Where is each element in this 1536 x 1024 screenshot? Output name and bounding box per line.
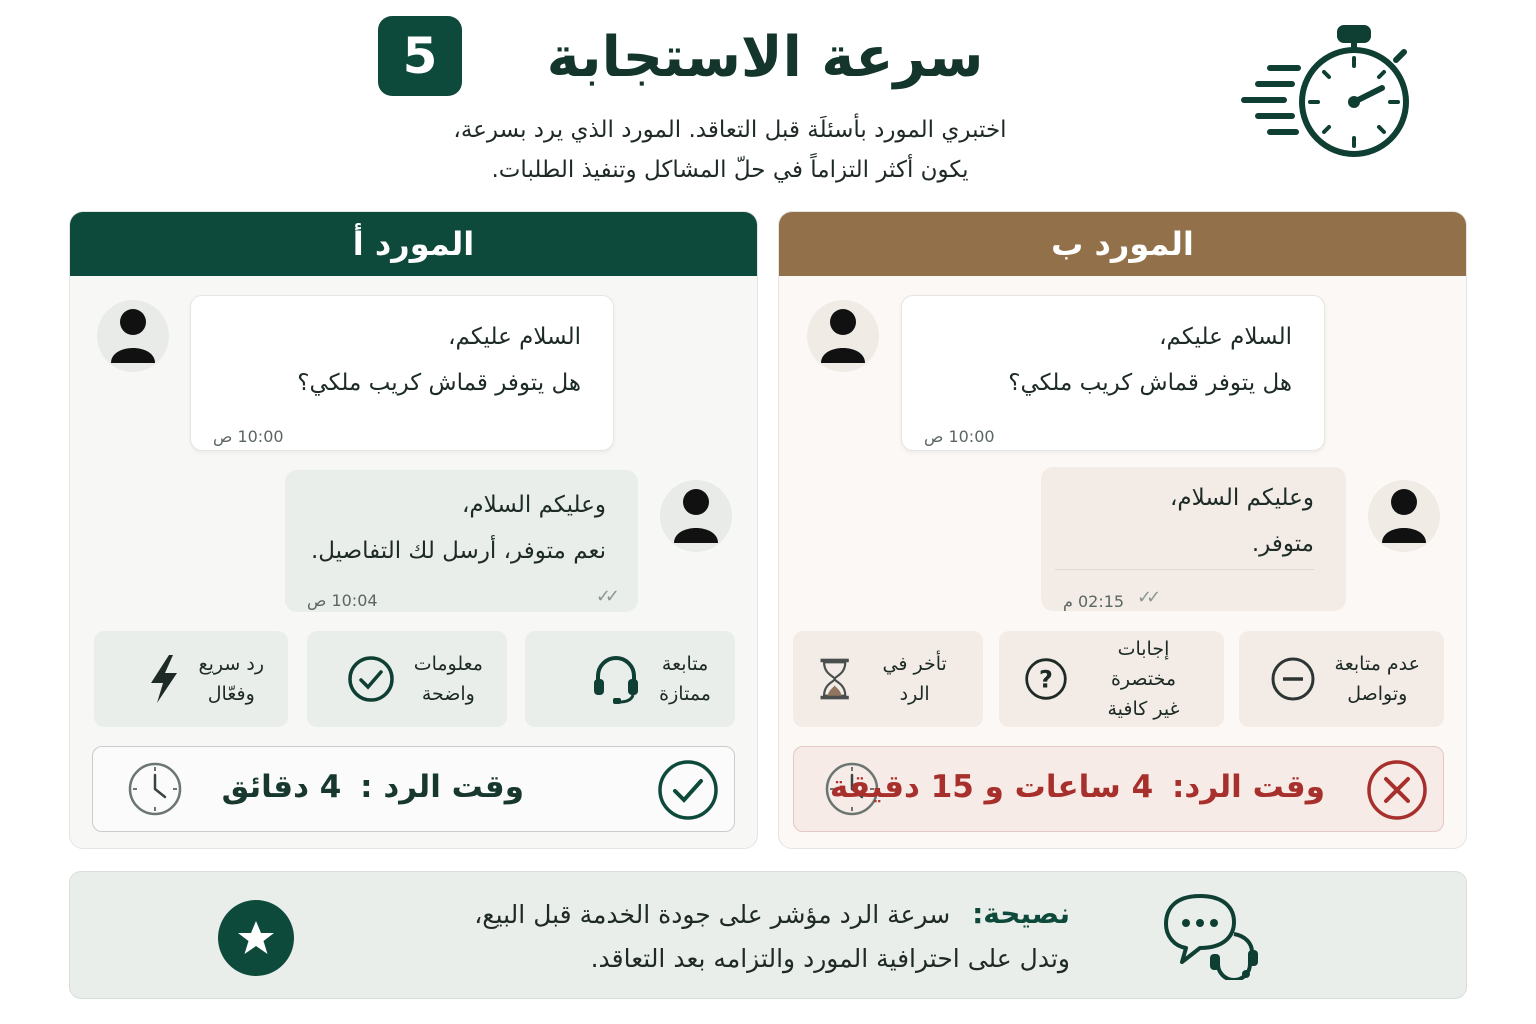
feature-follow-up bbox=[525, 631, 735, 727]
message-time: 10:00 ص bbox=[924, 427, 995, 446]
customer-avatar bbox=[807, 300, 879, 372]
feature-label: متابعة bbox=[661, 653, 709, 675]
subtitle-line-2: يكون أكثر التزاماً في حلّ المشاكل وتنفيذ الطلبات. bbox=[491, 157, 969, 183]
response-label: وقت الرد : bbox=[360, 769, 524, 805]
double-check-icon: ✓✓ bbox=[1137, 587, 1156, 608]
reply-line-1: وعليكم السلام، bbox=[461, 492, 606, 518]
feature-label: معلومات bbox=[413, 653, 483, 675]
minus-circle-icon bbox=[1269, 655, 1317, 703]
feature-label: تأخر في الرد bbox=[882, 653, 947, 705]
supplier-b-response-time bbox=[793, 746, 1444, 832]
feature-short-answers bbox=[999, 631, 1224, 727]
section-number-badge: 5 bbox=[378, 16, 462, 96]
feature-label: واضحة bbox=[421, 683, 475, 705]
response-value: 4 ساعات و 15 دقيقة bbox=[829, 769, 1154, 805]
customer-avatar bbox=[97, 300, 169, 372]
double-check-icon: ✓✓ bbox=[595, 586, 614, 607]
message-line-2: هل يتوفر قماش كريب ملكي؟ bbox=[1008, 370, 1292, 396]
tip-label: نصيحة: bbox=[972, 897, 1070, 930]
reply-time: 02:15 م bbox=[1063, 592, 1125, 611]
page-subtitle bbox=[360, 110, 1100, 190]
stopwatch-icon bbox=[1236, 22, 1416, 168]
feature-clear-info bbox=[307, 631, 507, 727]
person-icon bbox=[672, 487, 720, 545]
message-line-2: هل يتوفر قماش كريب ملكي؟ bbox=[297, 370, 581, 396]
supplier-a-avatar bbox=[660, 480, 732, 552]
feature-label: رد سريع bbox=[198, 653, 264, 675]
feature-fast-reply bbox=[94, 631, 288, 727]
question-circle-icon bbox=[1023, 654, 1069, 704]
message-line-1: السلام عليكم، bbox=[1159, 324, 1292, 350]
star-icon bbox=[236, 918, 276, 958]
person-icon bbox=[1380, 487, 1428, 545]
feature-label: ممتازة bbox=[659, 683, 711, 705]
customer-message-bubble bbox=[901, 295, 1325, 451]
tip-text bbox=[360, 892, 1070, 981]
feature-no-follow-up bbox=[1239, 631, 1444, 727]
tip-line-1: سرعة الرد مؤشر على جودة الخدمة قبل البيع، bbox=[474, 900, 951, 929]
tip-line-2: وتدل على احترافية المورد والتزامه بعد التعاقد. bbox=[590, 944, 1070, 973]
reply-time: 10:04 ص bbox=[307, 591, 378, 610]
page-title: سرعة الاستجابة bbox=[546, 24, 984, 90]
feature-label: إجابات مختصرة bbox=[1110, 638, 1177, 690]
reply-line-2: نعم متوفر، أرسل لك التفاصيل. bbox=[310, 538, 606, 564]
person-icon bbox=[109, 307, 157, 365]
reply-line-2: متوفر. bbox=[1055, 521, 1314, 570]
feature-label: غير كافية bbox=[1107, 698, 1180, 720]
message-line-1: السلام عليكم، bbox=[448, 324, 581, 350]
feature-delay bbox=[793, 631, 983, 727]
chat-support-icon bbox=[1160, 890, 1270, 980]
supplier-a-response-time bbox=[92, 746, 735, 832]
supplier-a-reply-bubble bbox=[285, 470, 638, 612]
feature-label: وفعّال bbox=[207, 683, 255, 705]
supplier-b-reply-bubble bbox=[1041, 467, 1346, 611]
check-circle-icon bbox=[346, 654, 396, 704]
clock-icon bbox=[127, 761, 183, 817]
supplier-a-title: المورد أ bbox=[70, 212, 757, 276]
subtitle-line-1: اختبري المورد بأسئلَة قبل التعاقد. المورد الذي يرد بسرعة، bbox=[453, 117, 1007, 143]
lightning-icon bbox=[147, 653, 181, 705]
supplier-b-panel bbox=[778, 211, 1467, 849]
supplier-b-avatar bbox=[1368, 480, 1440, 552]
message-time: 10:00 ص bbox=[213, 427, 284, 446]
hourglass-icon bbox=[817, 654, 852, 704]
success-check-icon bbox=[657, 759, 719, 821]
feature-label: عدم متابعة bbox=[1334, 653, 1420, 675]
response-time-text bbox=[222, 769, 524, 805]
fail-x-icon bbox=[1366, 759, 1428, 821]
person-icon bbox=[819, 307, 867, 365]
svg-text:?: ? bbox=[1039, 665, 1053, 694]
supplier-b-title: المورد ب bbox=[779, 212, 1466, 276]
customer-message-bubble bbox=[190, 295, 614, 451]
response-time-text bbox=[830, 769, 1325, 805]
headset-icon bbox=[591, 652, 641, 706]
response-value: 4 دقائق bbox=[221, 769, 342, 805]
reply-line-1: وعليكم السلام، bbox=[1169, 485, 1314, 511]
feature-label: وتواصل bbox=[1347, 683, 1408, 705]
supplier-a-panel bbox=[69, 211, 758, 849]
star-badge bbox=[218, 900, 294, 976]
response-label: وقت الرد: bbox=[1171, 769, 1325, 805]
